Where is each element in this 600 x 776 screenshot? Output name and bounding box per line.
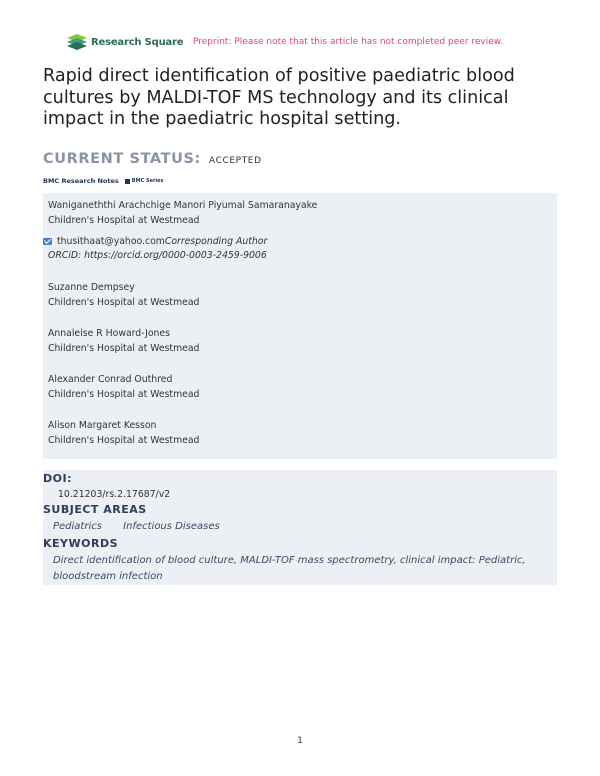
journal-series (125, 178, 164, 184)
journal-name: BMC Research Notes (43, 177, 119, 185)
page-header (67, 34, 547, 52)
author-entry (48, 199, 317, 228)
subject-areas-list (53, 521, 238, 532)
logo-text: Research Square (91, 36, 184, 48)
subject-tag[interactable]: Pediatrics (53, 521, 102, 532)
subject-areas-heading: SUBJECT AREAS (43, 503, 147, 516)
status-value: ACCEPTED (209, 156, 262, 166)
author-list (43, 193, 557, 459)
keywords-text: Direct identification of blood culture, MALDI-TOF mass spectrometry, clinical impact: Pediatric, bloodstream infection (53, 555, 526, 582)
journal-banner (43, 177, 164, 185)
doi-heading: DOI: (43, 472, 72, 485)
corresponding-contact (43, 236, 267, 247)
author-entry (48, 327, 199, 356)
corresponding-role: Corresponding Author (164, 236, 268, 247)
preprint-notice: Preprint: Please note that this article has not completed peer review. (193, 37, 504, 47)
article-metadata (43, 470, 557, 585)
author-name: Suzanne Dempsey (48, 282, 135, 293)
journal-series-label: BMC Series (131, 178, 164, 184)
author-entry (48, 419, 199, 448)
page-number: 1 (297, 736, 303, 746)
author-entry (48, 281, 199, 310)
keywords-heading: KEYWORDS (43, 537, 119, 550)
paper-title: Rapid direct identification of positive paediatric blood cultures by MALDI-TOF MS technology and its clinical impact in the paediatric hospital setting. (43, 66, 515, 129)
author-name: Waniganeththi Arachchige Manori Piyumal Samaranayake (48, 200, 318, 211)
research-square-logo[interactable] (67, 34, 183, 50)
author-affiliation: Children's Hospital at Westmead (48, 388, 200, 400)
doi-value[interactable]: 10.21203/rs.2.17687/v2 (58, 489, 171, 500)
author-affiliation: Children's Hospital at Westmead (48, 296, 200, 308)
author-name: Alison Margaret Kesson (48, 420, 157, 431)
bmc-series-icon (125, 179, 130, 184)
author-orcid[interactable]: ORCiD: https://orcid.org/0000-0003-2459-9006 (48, 250, 267, 261)
mail-icon (43, 238, 52, 245)
author-entry (48, 373, 199, 402)
author-affiliation: Children's Hospital at Westmead (48, 342, 200, 354)
author-name: Alexander Conrad Outhred (48, 374, 173, 385)
current-status (43, 148, 262, 167)
author-name: Annaleise R Howard-Jones (48, 328, 170, 339)
author-affiliation: Children's Hospital at Westmead (48, 214, 200, 226)
subject-tag[interactable]: Infectious Diseases (123, 521, 220, 532)
author-email[interactable]: thusithaat@yahoo.com (57, 236, 165, 247)
status-label: CURRENT STATUS: (43, 151, 201, 167)
research-square-logo-icon (67, 34, 87, 50)
author-affiliation: Children's Hospital at Westmead (48, 434, 200, 446)
